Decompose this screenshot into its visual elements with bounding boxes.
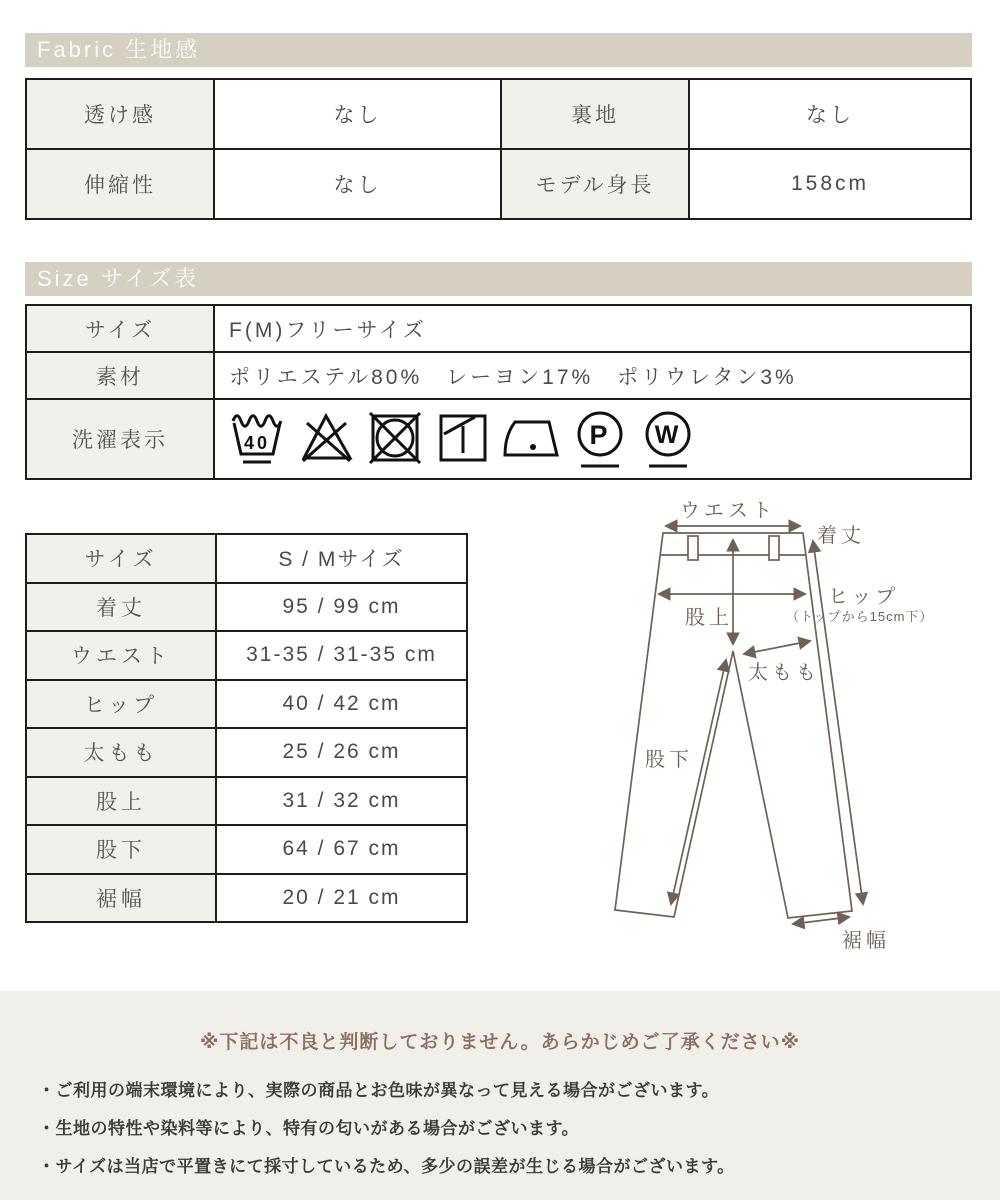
- svg-text:P: P: [589, 420, 611, 450]
- measure-label: 股下: [27, 826, 215, 873]
- svg-text:W: W: [654, 421, 682, 449]
- dry-clean-p-icon: [571, 407, 629, 471]
- measure-label: 着丈: [27, 584, 215, 631]
- measure-label: サイズ: [27, 535, 215, 582]
- note-item: ・生地の特性や染料等により、特有の匂いがある場合がございます。: [38, 1119, 580, 1138]
- diagram-thigh-label: 太もも: [748, 662, 820, 684]
- care-symbols-row: [215, 400, 970, 478]
- measurement-table: [25, 533, 468, 923]
- measure-value: 31-35 / 31-35 cm: [217, 632, 466, 679]
- measure-value: S / Mサイズ: [217, 535, 466, 582]
- hem-width-arrow: [793, 917, 849, 924]
- fabric-row-value: なし: [215, 80, 500, 148]
- diagram-waist-label: ウエスト: [680, 500, 776, 522]
- measure-value: 25 / 26 cm: [217, 729, 466, 776]
- fabric-section-header: Fabric 生地感: [25, 33, 972, 67]
- measure-value: 40 / 42 cm: [217, 681, 466, 728]
- diagram-length-label: 着丈: [817, 525, 865, 547]
- do-not-bleach-icon: [297, 408, 355, 470]
- pants-measurement-diagram: [600, 493, 990, 973]
- size-info-table: [25, 304, 972, 480]
- hang-dry-in-shade-icon: [433, 408, 491, 470]
- fabric-table: [25, 78, 972, 220]
- size-info-value: ポリエステル80% レーヨン17% ポリウレタン3%: [215, 353, 970, 398]
- size-section-header: Size サイズ表: [25, 262, 972, 296]
- measure-value: 95 / 99 cm: [217, 584, 466, 631]
- size-info-label: 素材: [27, 353, 213, 398]
- measure-label: 太もも: [27, 729, 215, 776]
- notes-section: [0, 991, 1000, 1200]
- diagram-hip-note: （トップから15cm下）: [786, 609, 934, 624]
- wet-clean-w-icon: [639, 407, 697, 471]
- fabric-row-label: 伸縮性: [27, 150, 213, 218]
- measure-label: 裾幅: [27, 875, 215, 922]
- measure-value: 31 / 32 cm: [217, 778, 466, 825]
- pants-outline-drawing: [600, 493, 990, 973]
- fabric-row-label: モデル身長: [502, 150, 688, 218]
- measure-label: ヒップ: [27, 681, 215, 728]
- notes-list: [0, 1072, 1000, 1186]
- do-not-tumble-dry-icon: [365, 408, 423, 470]
- note-item: ・ご利用の端末環境により、実際の商品とお色味が異なって見える場合がございます。: [38, 1081, 720, 1100]
- measure-value: 20 / 21 cm: [217, 875, 466, 922]
- wash-40-icon: [229, 408, 287, 470]
- size-info-value: F(M)フリーサイズ: [215, 306, 970, 351]
- measure-label: ウエスト: [27, 632, 215, 679]
- care-label: 洗濯表示: [27, 400, 213, 478]
- notes-title: ※下記は不良と判断しておりません。あらかじめご了承ください※: [199, 1032, 801, 1053]
- measure-label: 股上: [27, 778, 215, 825]
- iron-low-icon: [501, 408, 561, 470]
- fabric-row-value: なし: [215, 150, 500, 218]
- diagram-rise-label: 股上: [685, 607, 733, 629]
- fabric-row-value: 158cm: [690, 150, 970, 218]
- measure-value: 64 / 67 cm: [217, 826, 466, 873]
- diagram-hem-width-label: 裾幅: [842, 930, 890, 952]
- note-item: ・サイズは当店で平置きにて採寸しているため、多少の誤差が生じる場合がございます。: [38, 1157, 735, 1176]
- diagram-hip-label: ヒップ: [828, 586, 900, 608]
- fabric-row-label: 裏地: [502, 80, 688, 148]
- svg-text:40: 40: [243, 433, 271, 453]
- fabric-row-value: なし: [690, 80, 970, 148]
- size-info-label: サイズ: [27, 306, 213, 351]
- fabric-row-label: 透け感: [27, 80, 213, 148]
- diagram-inseam-label: 股下: [645, 749, 693, 771]
